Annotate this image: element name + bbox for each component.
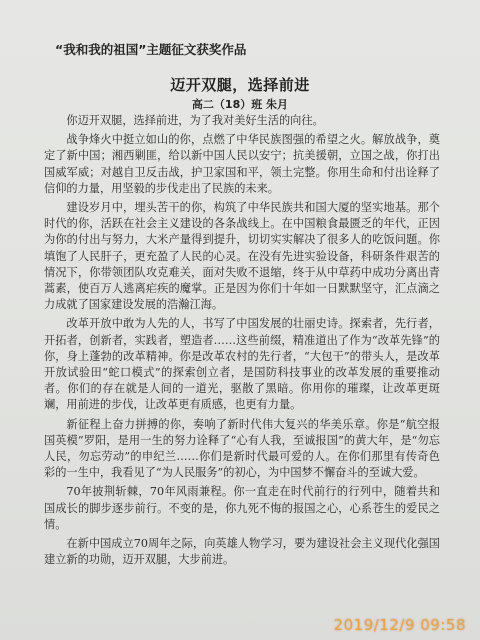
paragraph-5: 新征程上奋力拼搏的你，奏响了新时代伟大复兴的华美乐章。你是“航空报国英模”罗阳，是用一生的努力诠释了“心有人我，至诚报国”的黄大年，是“勿忘人民，勿忘劳动”的申纪兰……你们是新时代最可爱的人。在你们那里有传奇色彩的一生中，我看见了“为人民服务”的初心，为中国梦不懈奋斗的至诚大爱。 <box>44 417 440 480</box>
award-header: “我和我的祖国”主题征文获奖作品 <box>55 42 247 57</box>
essay-author: 高二（18）班 朱月 <box>191 98 289 111</box>
paragraph-6: 70年披荆斩棘，70年风雨兼程。你一直走在时代前行的行列中，随着共和国成长的脚步逐步前行。不变的是，你九死不悔的报国之心，心系苍生的爱民之情。 <box>44 485 440 531</box>
paragraph-2: 战争烽火中挺立如山的你，点燃了中华民族图强的希望之火。解放战争，奠定了新中国；湘西剿匪，给以新中国人民以安宁；抗美援朝，立国之战，你打出国威军威；对越自卫反击战，护卫家国和平，领土完整。你用生命和付出诠释了信仰的力量，用坚毅的步伐走出了民族的未来。 <box>44 133 440 195</box>
essay-title: 迈开双腿，选择前进 <box>170 76 310 94</box>
paragraph-3: 建设岁月中，埋头苦干的你，构筑了中华民族共和国大厦的坚实地基。那个时代的你，活跃在社会主义建设的各条战线上。在中国粮食最匮乏的年代，正因为你的付出与努力，大米产量得到提升，切切实实解决了很多人的吃饭问题。你填饱了人民肝子，更充盈了人民的心灵。在没有先进实验设备，科研条件艰苦的情况下，你带领团队攻克难关，面对失败不退缩，终于从中草药中成功分离出青蒿素，使百万人逃离疟疾的魔掌。正是因为你们十年如一日默默坚守，汇点滴之力成就了国家建设发展的浩瀚江海。 <box>44 201 440 312</box>
paragraph-7: 在新中国成立70周年之际，向英雄人物学习，要为建设社会主义现代化强国建立新的功勋，迈开双腿，大步前进。 <box>44 537 440 567</box>
paragraph-4: 改革开放中敢为人先的人，书写了中国发展的壮丽史诗。探索者，先行者，开拓者，创新者，实践者，塑造者……这些前缀，精准道出了作为“改革先锋”的你，身上蓬勃的改革精神。你是改革农村的先行者，“大包干”的带头人，是改革开放试验田“蛇口模式”的探索创立者，是国防科技事业的改革发展的重要推动者。你们的存在就是人间的一道光，驱散了黑暗。你用你的璀璨，让改革更斑斓，用前进的步伐，让改革更有质感，也更有力量。 <box>44 317 440 412</box>
paragraph-1: 你迈开双腿，选择前进，为了我对美好生活的向往。 <box>66 114 324 127</box>
photo-timestamp: 2019/12/9 09:58 <box>333 616 466 634</box>
essay-body <box>44 113 440 568</box>
